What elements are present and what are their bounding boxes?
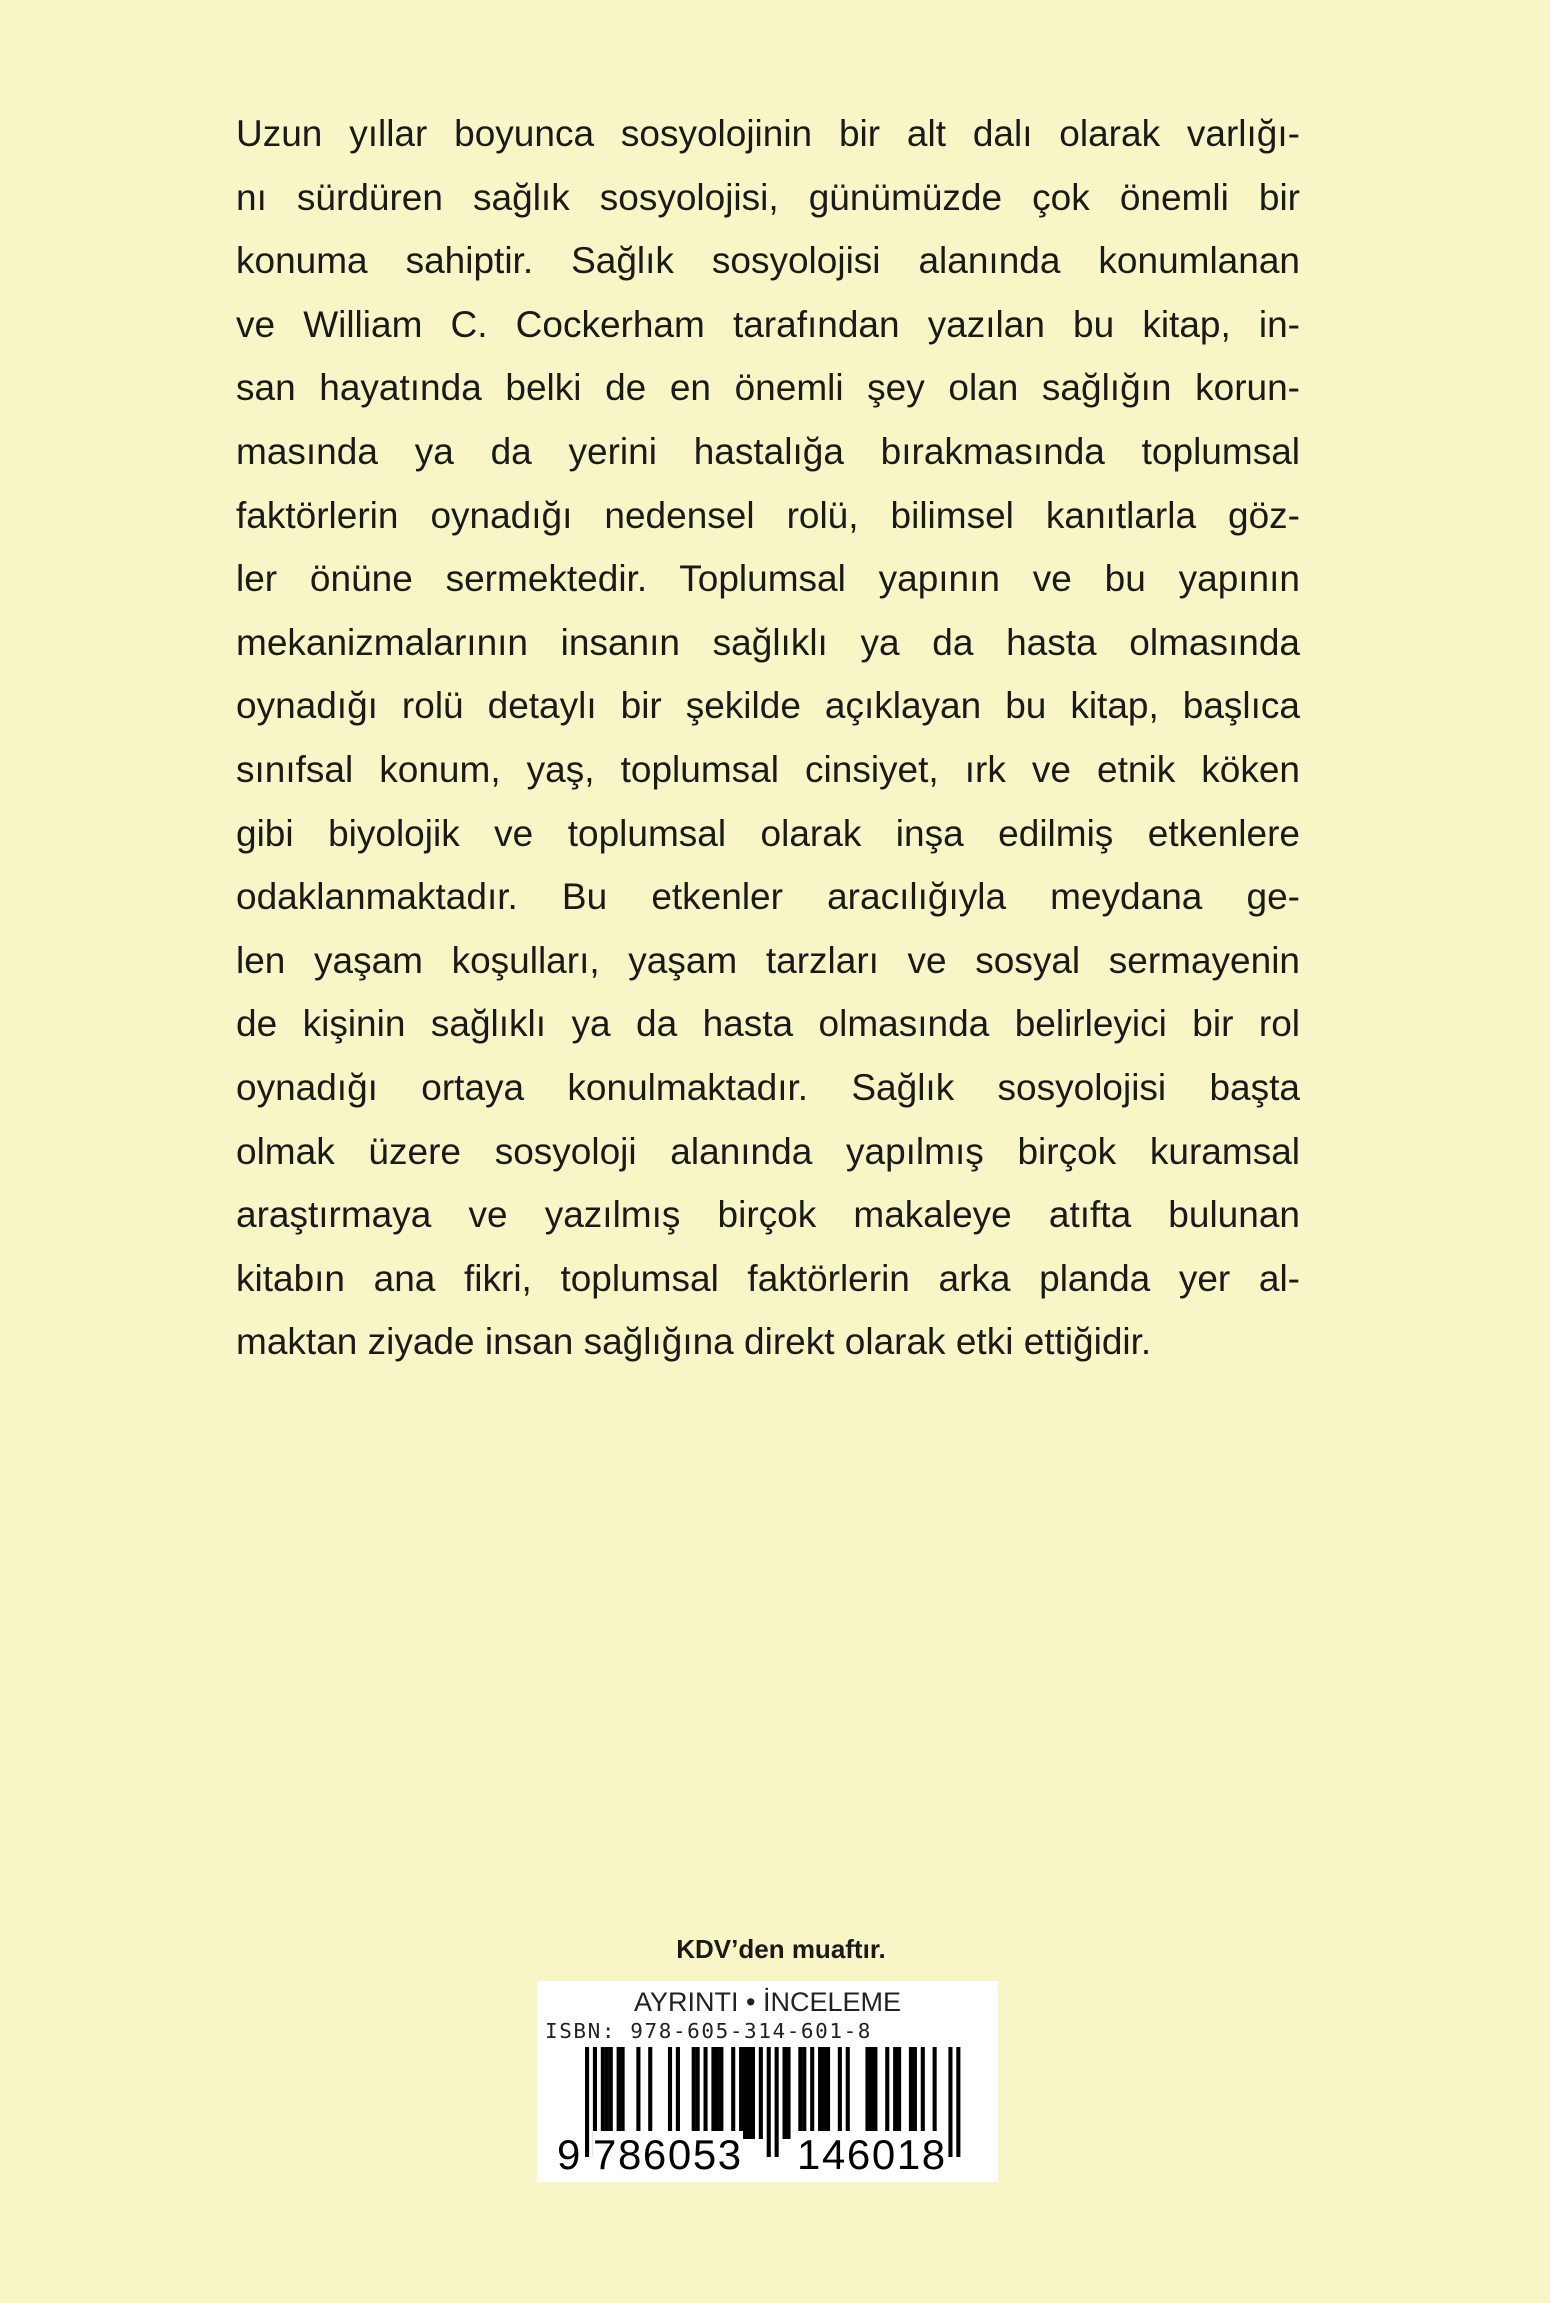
blurb-line: ler önüne sermektedir. Toplumsal yapının ve bu yapının [236, 558, 1300, 600]
blurb-text [236, 102, 1300, 1374]
isbn-text: ISBN: 978-605-314-601-8 [545, 2019, 873, 2043]
barcode-bar [676, 2047, 680, 2139]
barcode-bar [822, 2047, 826, 2139]
barcode-bar [715, 2047, 719, 2139]
barcode-bar [731, 2047, 735, 2139]
barcode-bar [826, 2047, 830, 2139]
barcode-bar [605, 2047, 609, 2139]
blurb-line: oynadığı ortaya konulmaktadır. Sağlık sosyolojisi başta [236, 1066, 1300, 1108]
barcode-bar [617, 2047, 621, 2139]
publisher-imprint: AYRINTI • İNCELEME [634, 1987, 901, 2017]
barcode-bar [743, 2047, 747, 2139]
barcode-bar [692, 2047, 696, 2139]
barcode-bar [798, 2047, 802, 2139]
blurb-line: masında ya da yerini hastalığa bırakmasında toplumsal [236, 430, 1300, 472]
barcode-bar [885, 2047, 889, 2139]
barcode-bar [956, 2047, 960, 2157]
blurb-line: de kişinin sağlıklı ya da hasta olmasında belirleyici bir rol [236, 1003, 1300, 1045]
blurb-line: oynadığı rolü detaylı bir şekilde açıklayan bu kitap, başlıca [236, 685, 1300, 727]
barcode-bar [783, 2047, 787, 2139]
blurb-line: konuma sahiptir. Sağlık sosyolojisi alanında konumlanan [236, 240, 1300, 282]
barcode-bar [585, 2047, 589, 2157]
blurb-line: len yaşam koşulları, yaşam tarzları ve sosyal sermayenin [236, 939, 1300, 981]
barcode-bar [921, 2047, 925, 2139]
barcode-bar [767, 2047, 771, 2157]
barcode-digits-right: 146018 [797, 2131, 947, 2178]
barcode-bar [818, 2047, 822, 2139]
blurb-line: araştırmaya ve yazılmış birçok makaleye atıfta bulunan [236, 1194, 1300, 1236]
barcode-bar [775, 2047, 779, 2157]
blurb-line: kitabın ana fikri, toplumsal faktörlerin arka planda yer al- [236, 1257, 1300, 1299]
blurb-line-last: maktan ziyade insan sağlığına direkt olarak etki ettiğidir. [236, 1321, 1152, 1363]
barcode-bar [933, 2047, 937, 2139]
blurb-line: san hayatında belki de en önemli şey olan sağlığın korun- [236, 367, 1300, 409]
barcode-bar [621, 2047, 625, 2139]
barcode-bar [786, 2047, 790, 2139]
barcode-bar [846, 2047, 850, 2139]
blurb-line: odaklanmaktadır. Bu etkenler aracılığıyla meydana ge- [236, 876, 1300, 918]
blurb-line: olmak üzere sosyoloji alanında yapılmış birçok kuramsal [236, 1130, 1300, 1172]
blurb-line: mekanizmalarının insanın sağlıklı ya da hasta olmasında [236, 621, 1300, 663]
barcode-bar [865, 2047, 869, 2139]
blurb-line: gibi biyolojik ve toplumsal olarak inşa edilmiş etkenlere [236, 812, 1300, 854]
barcode-bar [719, 2047, 723, 2139]
barcode-digit-first: 9 [557, 2131, 581, 2178]
blurb-line: ve William C. Cockerham tarafından yazılan bu kitap, in- [236, 303, 1300, 345]
barcode-bar [648, 2047, 652, 2139]
barcode-bar [913, 2047, 917, 2139]
blurb-line: faktörlerin oynadığı nedensel rolü, bilimsel kanıtlarla göz- [236, 494, 1300, 536]
barcode-bar [696, 2047, 700, 2139]
barcode-bar [838, 2047, 842, 2139]
barcode-bar [897, 2047, 901, 2139]
barcode-bar [704, 2047, 708, 2139]
barcode-bar [869, 2047, 873, 2139]
blurb-line: nı sürdüren sağlık sosyolojisi, günümüzde çok önemli bir [236, 176, 1300, 218]
barcode-digits-left: 786053 [593, 2131, 743, 2178]
barcode-bar [759, 2047, 763, 2139]
barcode-bar [711, 2047, 715, 2139]
barcode-bar [747, 2047, 751, 2139]
barcode-bar [893, 2047, 897, 2139]
barcode-bar [909, 2047, 913, 2139]
barcode-bar [948, 2047, 952, 2157]
barcode-label [537, 1981, 998, 2182]
barcode-bar [609, 2047, 613, 2139]
barcode-bar [873, 2047, 877, 2139]
blurb-line: Uzun yıllar boyunca sosyolojinin bir alt dalı olarak varlığı- [236, 113, 1300, 154]
barcode-bar [739, 2047, 743, 2139]
barcode-bar [751, 2047, 755, 2139]
barcode-bar [810, 2047, 814, 2139]
barcode-bar [636, 2047, 640, 2139]
barcode-bar [601, 2047, 605, 2139]
barcode-bar [668, 2047, 672, 2139]
barcode-bar [802, 2047, 806, 2139]
vat-exemption-note: KDV’den muaftır. [676, 1934, 886, 1964]
blurb-line: sınıfsal konum, yaş, toplumsal cinsiyet, ırk ve etnik köken [236, 748, 1300, 790]
